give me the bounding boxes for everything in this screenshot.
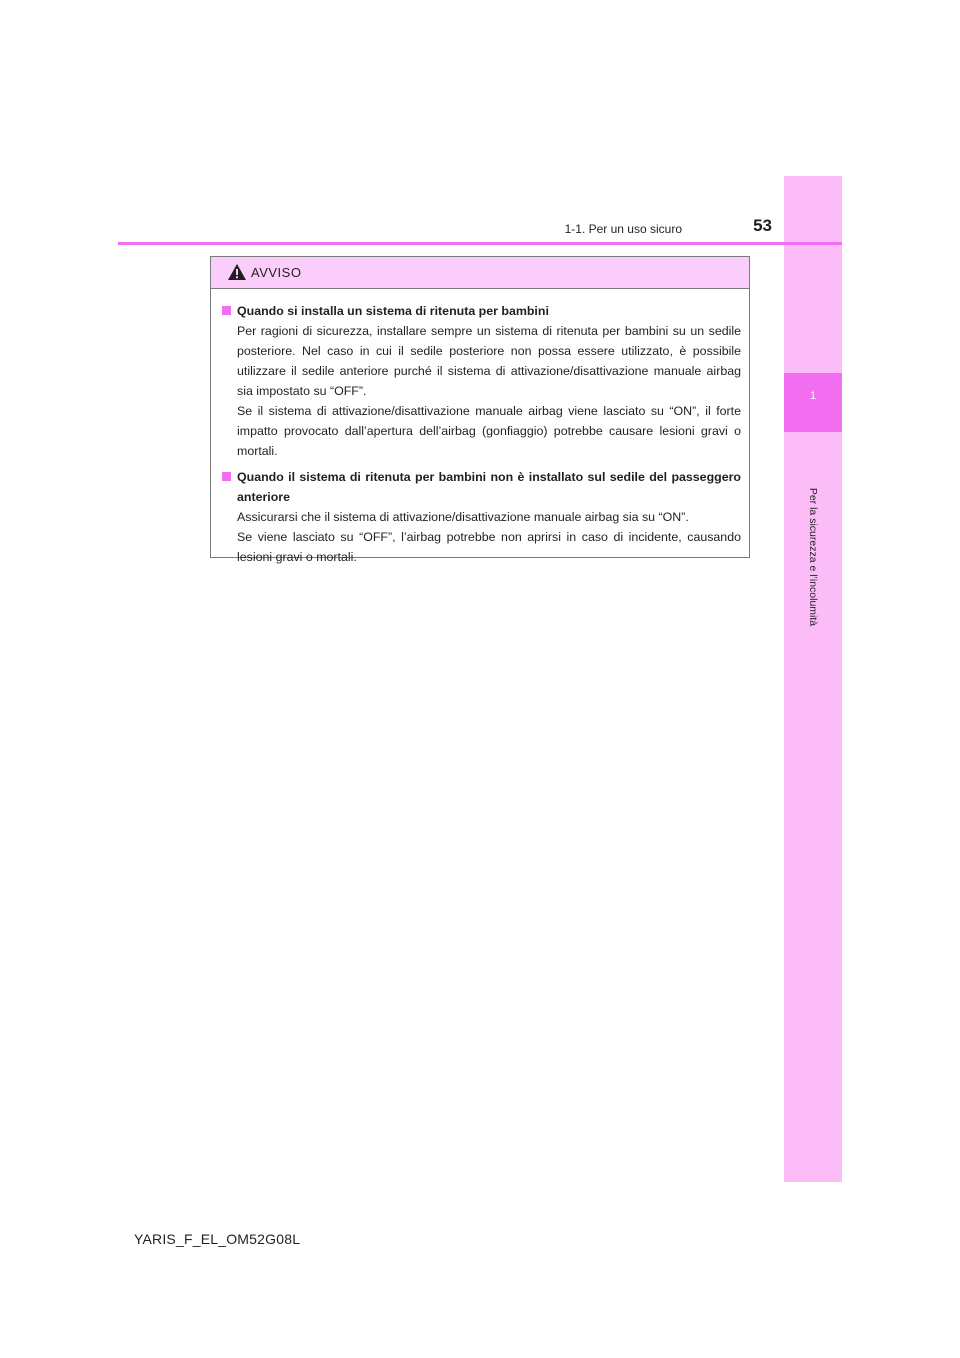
footer-document-code: YARIS_F_EL_OM52G08L [134, 1231, 301, 1247]
warning-paragraph: Se il sistema di attivazione/disattivazione manuale airbag viene lasciato su “ON”, il forte impatto provocato dall’apertura dell’airbag (gonfiaggio) potrebbe causare lesioni gravi o mortali. [237, 404, 741, 458]
warning-item-title [219, 467, 741, 507]
page-number: 53 [753, 216, 772, 235]
square-bullet-icon [222, 472, 231, 481]
warning-item-title-text: Quando il sistema di ritenuta per bambini non è installato sul sedile del passeggero anteriore [237, 470, 741, 504]
warning-item-title [219, 301, 741, 321]
warning-paragraph: Assicurarsi che il sistema di attivazione/disattivazione manuale airbag sia su “ON”. [237, 510, 689, 524]
warning-paragraph: Per ragioni di sicurezza, installare sempre un sistema di ritenuta per bambini su un sedile posteriore. Nel caso in cui il sedile posteriore non possa essere utilizzato, è possibile utilizzare il sedile anteriore purché il sistema di attivazione/disattivazione manuale airbag sia impostato su “OFF”. [237, 324, 741, 398]
warning-triangle-icon [227, 263, 247, 281]
square-bullet-icon [222, 306, 231, 315]
section-title: 1-1. Per un uso sicuro [564, 222, 682, 236]
chapter-side-tab [784, 176, 842, 1182]
warning-box [210, 256, 750, 564]
chapter-number: 1 [809, 390, 817, 402]
warning-header [211, 257, 749, 289]
chapter-title: Per la sicurezza e l’incolumità [807, 487, 819, 627]
chapter-tab-active[interactable] [784, 373, 842, 432]
warning-item [219, 301, 741, 461]
warning-item [219, 467, 741, 567]
warning-label: AVVISO [251, 265, 302, 280]
warning-item-title-text: Quando si installa un sistema di ritenuta per bambini [237, 304, 549, 318]
warning-body [211, 289, 749, 567]
header-divider [118, 242, 842, 245]
warning-paragraph: Se viene lasciato su “OFF”, l’airbag potrebbe non aprirsi in caso di incidente, causando lesioni gravi o mortali. [237, 530, 741, 564]
